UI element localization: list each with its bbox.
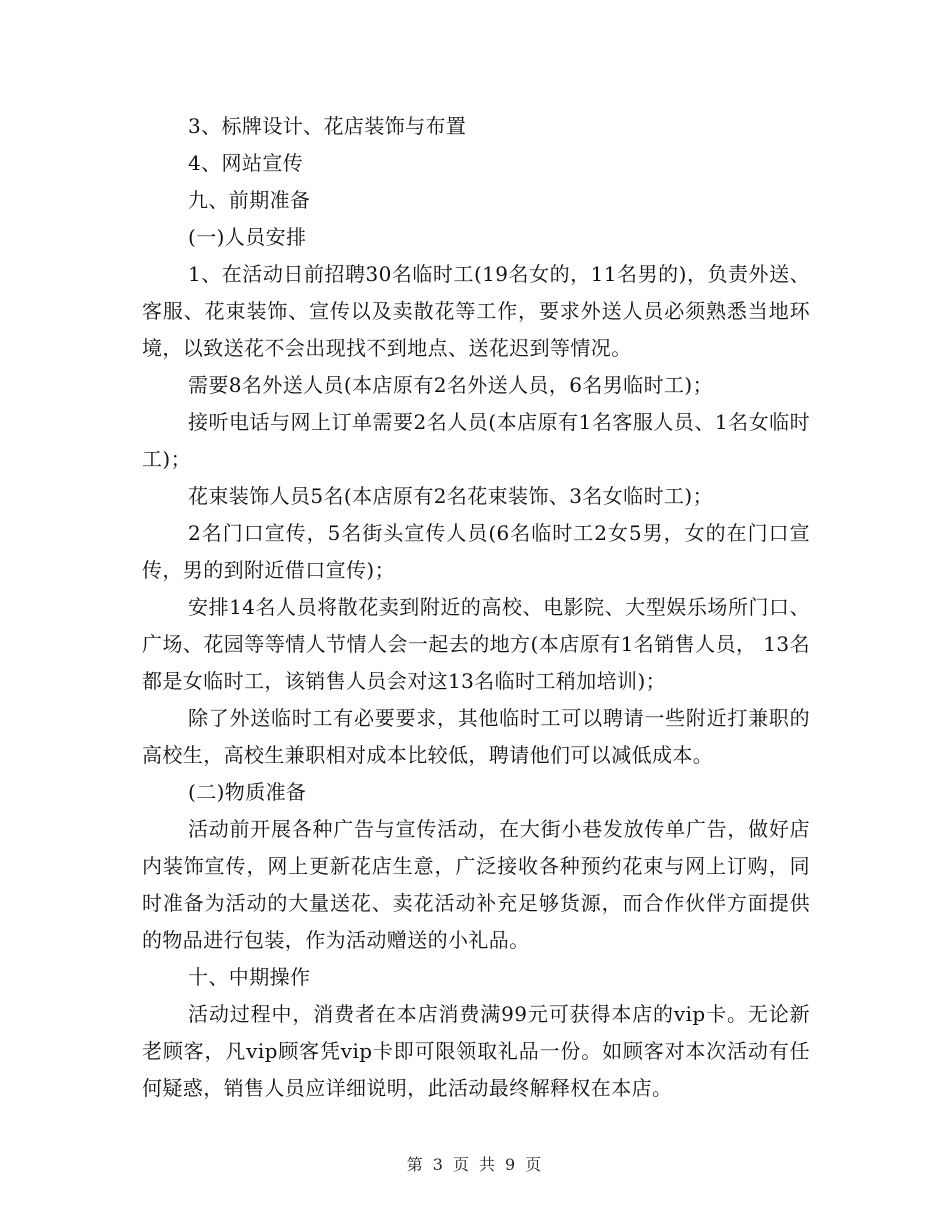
subsection-heading: (二)物质准备 bbox=[188, 780, 307, 804]
document-body bbox=[142, 108, 810, 1107]
paragraph: 花束装饰人员5名(本店原有2名花束装饰、3名女临时工)； bbox=[188, 484, 713, 508]
section-heading: 九、前期准备 bbox=[188, 188, 311, 212]
paragraph: 需要8名外送人员(本店原有2名外送人员，6名男临时工)； bbox=[188, 373, 713, 397]
paragraph: 活动前开展各种广告与宣传活动，在大街小巷发放传单广告，做好店内装饰宣传，网上更新花店生意，广泛接收各种预约花束与网上订购，同时准备为活动的大量送花、卖花活动补充足够货源，而合作伙伴方面提供的物品进行包装，作为活动赠送的小礼品。 bbox=[142, 817, 810, 952]
footer-total-label: 共 bbox=[479, 1155, 498, 1174]
paragraph: 3、标牌设计、花店装饰与布置 bbox=[188, 114, 467, 138]
paragraph: 2名门口宣传，5名街头宣传人员(6名临时工2女5男，女的在门口宣传，男的到附近借口宣传)； bbox=[142, 521, 810, 582]
subsection-heading: (一)人员安排 bbox=[188, 225, 307, 249]
paragraph: 活动过程中，消费者在本店消费满99元可获得本店的vip卡。无论新老顾客，凡vip顾客凭vip卡即可限领取礼品一份。如顾客对本次活动有任何疑惑，销售人员应详细说明，此活动最终解释权在本店。 bbox=[142, 1002, 810, 1100]
page-footer bbox=[0, 1152, 950, 1175]
paragraph: 4、网站宣传 bbox=[188, 151, 304, 175]
paragraph: 1、在活动日前招聘30名临时工(19名女的，11名男的)，负责外送、客服、花束装饰、宣传以及卖散花等工作，要求外送人员必须熟悉当地环境，以致送花不会出现找不到地点、送花迟到等情况。 bbox=[142, 262, 810, 360]
footer-page-unit: 页 bbox=[452, 1155, 471, 1174]
section-heading: 十、中期操作 bbox=[188, 965, 311, 989]
paragraph: 安排14名人员将散花卖到附近的高校、电影院、大型娱乐场所门口、广场、花园等等情人节情人会一起去的地方(本店原有1名销售人员， 13名都是女临时工，该销售人员会对这13名临时工稍加培训)； bbox=[142, 595, 810, 693]
paragraph: 接听电话与网上订单需要2名人员(本店原有1名客服人员、1名女临时工)； bbox=[142, 410, 810, 471]
total-page-count: 9 bbox=[505, 1155, 518, 1174]
footer-page-unit-end: 页 bbox=[525, 1155, 544, 1174]
footer-prefix: 第 bbox=[406, 1155, 425, 1174]
paragraph: 除了外送临时工有必要要求，其他临时工可以聘请一些附近打兼职的高校生，高校生兼职相对成本比较低，聘请他们可以减低成本。 bbox=[142, 706, 810, 767]
current-page-number: 3 bbox=[432, 1155, 445, 1174]
